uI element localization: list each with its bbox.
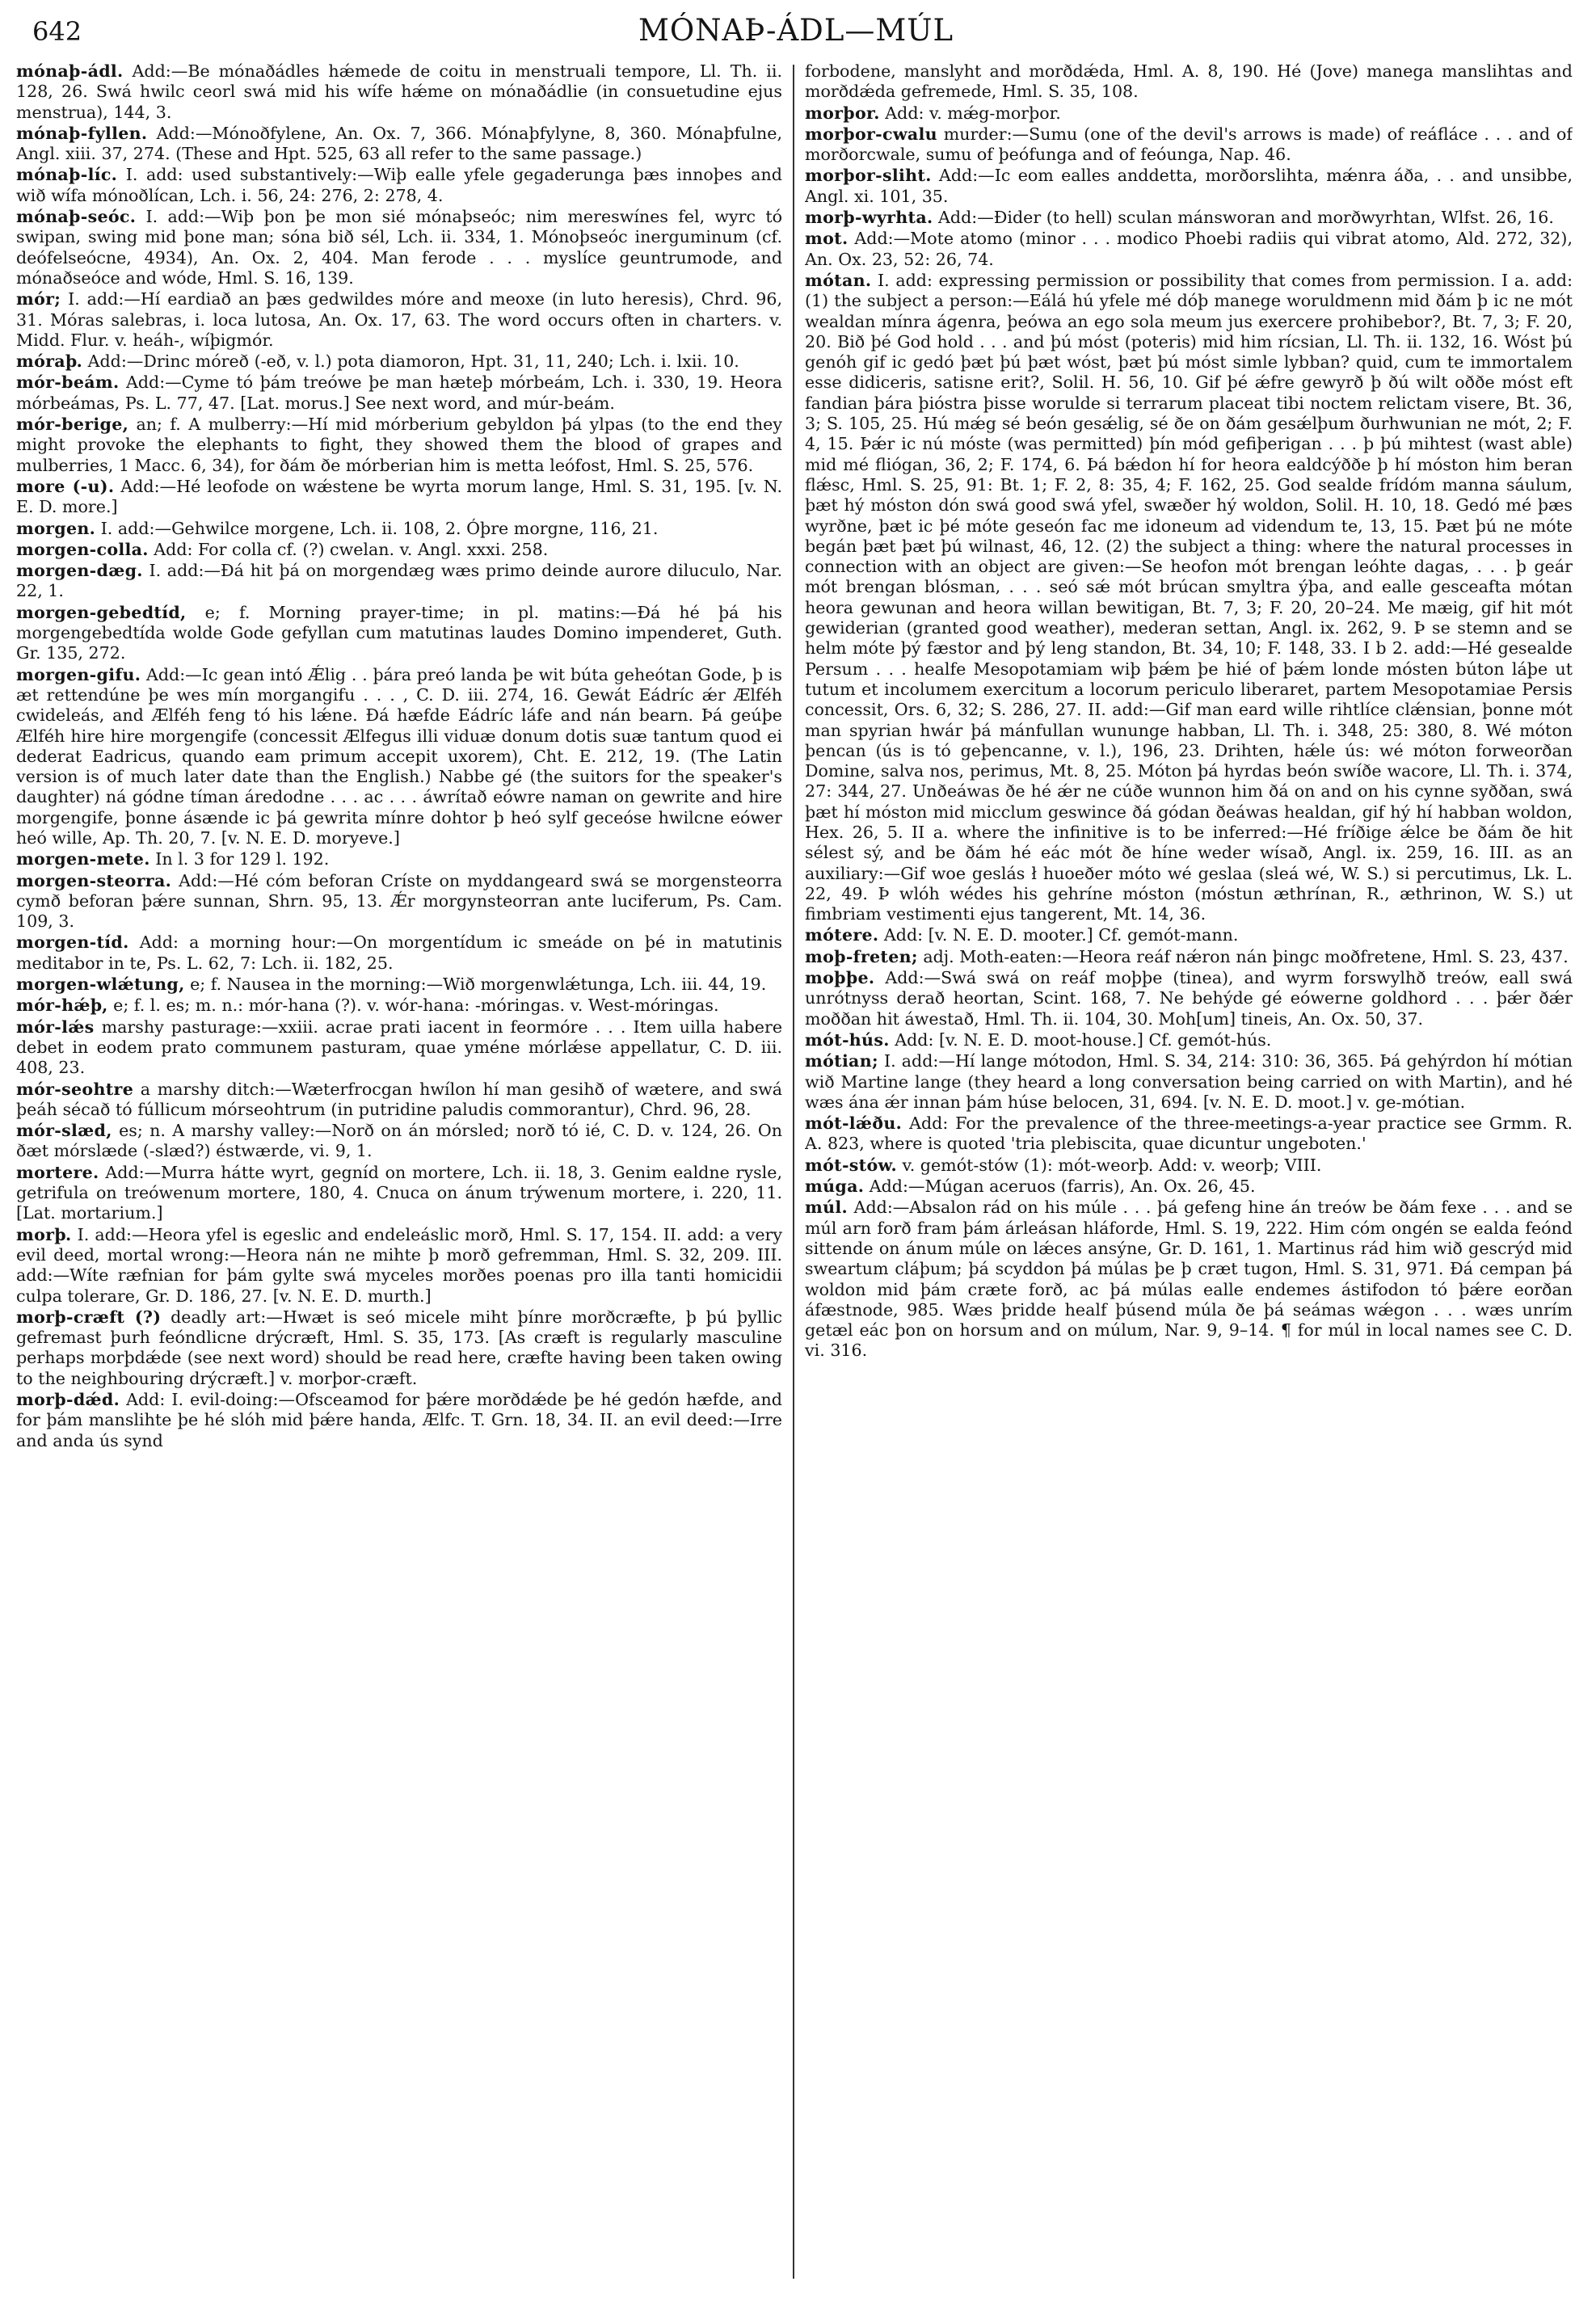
dictionary-entry xyxy=(805,1198,1573,1361)
entry-text: Add: [v. N. E. D. moot-house.] Cf. gemót-hús. xyxy=(895,1029,1272,1050)
entry-headword: mór; xyxy=(16,289,61,309)
entry-text: v. gemót-stów (1): mót-weorþ. Add: v. weorþ; VIII. xyxy=(902,1155,1322,1175)
entry-text: Add:—Ic gean intó Ǽlig . . þára preó landa þe wit búta geheótan Gode, þ is æt rettendúne þe wes mín morgangifu . . . , C. D. iii. 274, 16. Gewát Eádríc ǽr Ælféh cwideleás, and Ælféh feng tó his lǽne. Ðá hæfde Eádríc láfe and nán bearn. Þá geúþe Ælféh hire hire morgengife (concessit Ælfegus illi viduæ donum dotis suæ tantum quod ei dederat Eadricus, quando eam primum accepit uxorem), Cht. E. 212, 19. (The Latin version is of much later date than the English.) Nabbe gé (the suitors for the speaker's daughter) ná gódne tíman áredodne . . . ac . . . áwrítað eówre naman on gewrite and hire morgengife, þonne ásænde ic þá gewrita mínre dohtor þ heó sylf geceóse hwilcne eówer heó wille, Ap. Th. 20, 7. [v. N. E. D. moryeve.] xyxy=(16,664,782,848)
entry-text: I. add:—Hí eardiað an þæs gedwildes móre and meoxe (in luto heresis), Chrd. 96, 31. Móras salebras, i. loca lutosa, An. Ox. 17, 63. The word occurs often in charters. v. Midd. Flur. v. heáh-, wíþigmór. xyxy=(16,289,782,350)
entry-headword: morgen. xyxy=(16,518,96,538)
entry-headword: mót-lǽðu. xyxy=(805,1113,903,1134)
dictionary-entry xyxy=(805,229,1573,270)
entry-text: Add:—Múgan aceruos (farris), An. Ox. 26, 45. xyxy=(869,1177,1256,1197)
entry-headword: morgen-steorra. xyxy=(16,870,172,890)
entry-headword: morþor. xyxy=(805,103,880,123)
dictionary-entry xyxy=(16,561,782,602)
dictionary-entry xyxy=(16,665,782,849)
entry-headword: mot. xyxy=(805,229,849,249)
entry-text: Add: For the prevalence of the three-meetings-a-year practice see Grmm. R. A. 823, where is quoted 'tria plebiscita, quae dicuntur ungeboten.' xyxy=(805,1113,1573,1154)
entry-text: deadly art:—Hwæt is seó micele miht þínre morðcræfte, þ þú þyllic gefremast þurh feóndlicne drýcræft, Hml. S. 35, 173. [As cræft is regularly masculine perhaps morþdǽde (see next word) should be read here, cræfte having been taken owing to the neighbouring drýcræft.] v. morþor-cræft. xyxy=(16,1307,782,1388)
dictionary-entry xyxy=(805,61,1573,103)
entry-text: Add:—Be mónaðádles hǽmede de coitu in menstruali tempore, Ll. Th. ii. 128, 26. Swá hwilc ceorl swá mid his wífe hǽme on mónaðádlie (in consuetudine ejus menstrua), 144, 3. xyxy=(16,61,782,122)
dictionary-entry xyxy=(16,1121,782,1162)
entry-text: I. add:—Heora yfel is egeslic and endeleáslic morð, Hml. S. 17, 154. II. add: a very evil deed, mortal wrong:—Heora nán ne mihte þ morð gefremman, Hml. S. 32, 209. III. add:—Wíte ræfnian for þám gylte swá myceles morðes poenas pro illa tanti homicidii culpa tolerare, Gr. D. 186, 27. [v. N. E. D. murth.] xyxy=(16,1224,782,1306)
entry-headword: morgen-tíd. xyxy=(16,932,129,953)
entry-headword: mót-stów. xyxy=(805,1155,897,1175)
dictionary-entry xyxy=(16,932,782,974)
column-divider xyxy=(793,65,794,2279)
dictionary-entry xyxy=(16,477,782,518)
entry-text: Add:—Mónoðfylene, An. Ox. 7, 366. Mónaþfylyne, 8, 360. Mónaþfulne, Angl. xiii. 37, 274. (These and Hpt. 525, 63 all refer to the same passage.) xyxy=(16,123,782,164)
entry-headword: morgen-mete. xyxy=(16,849,150,869)
entry-text: murder:—Sumu (one of the devil's arrows is made) of reáfláce . . . and of morðorcwale, sumu of þeófunga and of feóunga, Nap. 46. xyxy=(805,124,1573,165)
entry-text: Add: [v. N. E. D. mooter.] Cf. gemót-mann. xyxy=(883,925,1239,945)
entry-text: forbodene, manslyht and morðdǽda, Hml. A. 8, 190. Hé (Jove) manega manslihtas and morðdǽda gefremede, Hml. S. 35, 108. xyxy=(805,61,1573,102)
entry-text: e; f. Nausea in the morning:—Wið morgenwlǽtunga, Lch. iii. 44, 19. xyxy=(190,974,767,995)
dictionary-entry xyxy=(16,1225,782,1307)
dictionary-entry xyxy=(16,1017,782,1079)
dictionary-entry xyxy=(805,968,1573,1029)
dictionary-entry xyxy=(805,1051,1573,1113)
entry-text: In l. 3 for 129 l. 192. xyxy=(155,849,330,869)
entry-text: I. add: used substantively:—Wiþ ealle yfele gegaderunga þæs innoþes and wið wífa mónoðlícan, Lch. i. 56, 24: 276, 2: 278, 4. xyxy=(16,165,782,205)
dictionary-entry xyxy=(16,996,782,1016)
entry-headword: morgen-colla. xyxy=(16,539,149,559)
dictionary-entry xyxy=(805,1156,1573,1176)
entry-headword: mór-berige, xyxy=(16,415,129,435)
entry-text: I. add:—Hí lange mótodon, Hml. S. 34, 214: 310: 36, 365. Þá gehýrdon hí mótian wið Martine lange (they heard a long conversation being carried on with Martin), and hé wæs ána ǽr innan þám húse belocen, 31, 694. [v. N. E. D. moot.] v. ge-mótian. xyxy=(805,1051,1573,1112)
entry-headword: mónaþ-seóc. xyxy=(16,207,137,227)
dictionary-entry xyxy=(16,165,782,206)
running-title: MÓNAÞ-ÁDL—MÚL xyxy=(638,13,954,48)
entry-headword: mór-slæd, xyxy=(16,1121,112,1141)
dictionary-entry xyxy=(16,351,782,372)
entry-headword: mór-lǽs xyxy=(16,1017,95,1037)
entry-headword: múga. xyxy=(805,1177,865,1197)
entry-headword: mortere. xyxy=(16,1162,99,1182)
page-number: 642 xyxy=(32,16,82,47)
entry-text: I. add: expressing permission or possibility that comes from permission. I a. add: (1) the subject a person:—Eálá hú yfele mé dóþ manege woruldmenn mid ðám þ ic ne mót wealdan mínra ágenra, þeówa an ego sola meum jus exercere prohibebor?, Bt. 7, 3; F. 20, 20. Bið þé God hold . . . and þú móst (poteris) mid him rícsian, Ll. Th. ii. 132, 16. Wóst þú genóh gif ic gedó þæt þú þæt wóst, þæt þú móst simle lybban? quid, cum te immortalem esse didiceris, satisne erit?, Solil. H. 56, 10. Gif þé ǽfre gewyrð þ ðú wilt oððe móst eft fandian þára þióstra þisse worulde si terrarum placeat tibi noctem relictam visere, Bt. 36, 3; S. 105, 25. Hú mǽg sé beón gesǽlig, sé ðe on ðám gesǽlþum ðurhwunian ne mót, 2; F. 4, 15. Þǽr ic nú móste (was permitted) þín mód gefiþerigan . . . þ þú mihtest (wast able) mid mé fliógan, 36, 2; F. 174, 6. Þá bǽdon hí for heora ealdcýððe þ hí móston him beran flǽsc, Hml. S. 25, 91: Bt. 1; F. 2, 8: 35, 4; F. 162, 25. God sealde frídóm manna sáulum, þæt hý móston dón swá good swá yfel, swæðer hý woldon, Solil. H. 10, 18. Gedó mé þæs wyrðne, þæt ic þé móte geseón fac me idoneum ad videndum te, 13, 15. Þæt þú ne móte begán þæt þæt þú wilnast, 46, 12. (2) the subject a thing: where the natural processes in connection with an object are given:—Se heofon mót brengan leóhte dagas, . . . þ geár mót brengan blósman, . . . seó sǽ mót brúcan smyltra ýþa, and ealle gesceafta mótan heora gewunan and heora willan bewitigan, Bt. 7, 3; F. 20, 20–24. Me mæig, gif hit mót gewiderian (granted good weather), mederan settan, Angl. ix. 262, 9. Þ se stemn and se helm móte þý fæstor and þý leng standon, Bt. 34, 10; F. 148, 33. I b 2. add:—Hé gesealde Persum . . . healfe Mesopotamiam wiþ þǽm þe hié of þǽm londe mósten búton láþe ut tutum et incolumem exercitum a locorum periculo liberaret, partem Mesopotamiae Persis concessit, Ors. 6, 32; S. 286, 27. II. add:—Gif man eard wille rihtlíce clǽnsian, þonne mót man spyrian hwár þá mánfullan wununge habban, Ll. Th. i. 348, 25: 380, 8. Wé móton þencan (ús is tó geþencanne, v. l.), 196, 23. Drihten, hǽle ús: wé móton forweorðan Domine, salva nos, perimus, Mt. 8, 25. Móton þá hyrdas beón swíðe wacore, Ll. Th. i. 374, 27: 344, 27. Unðeáwas ðe hé ǽr ne cúðe wunnon him ðá on and on his cynne syððan, swá þæt hí móston mid micclum geswince ðá gódan ðeáwas healdan, gif hý hí habban woldon, Hex. 26, 5. II a. where the infinitive is to be inferred:—Hé fríðige ǽlce be ðám ðe hit sélest sý, and be ðám hé eác mót ðe híne weder wísað, Angl. ix. 259, 16. III. as an auxiliary:—Gif woe geslás ł huoeðer móto wé geslaa (sleá wé, W. S.) si percutimus, Lk. L. 22, 49. Þ wlóh wédes his gehríne móston (móstun æthrínan, R., æthrinon, W. S.) ut fimbriam vestimenti ejus tangerent, Mt. 14, 36. xyxy=(805,270,1573,924)
dictionary-entry xyxy=(16,871,782,932)
entry-headword: morþ-cræft (?) xyxy=(16,1307,162,1327)
entry-text: Add:—Drinc móreð (-eð, v. l.) pota diamoron, Hpt. 31, 11, 240; Lch. i. lxii. 10. xyxy=(87,351,739,372)
entry-headword: mónaþ-fyllen. xyxy=(16,123,148,143)
entry-text: marshy pasturage:—xxiii. acrae prati iacent in feormóre . . . Item uilla habere debet in eodem prato communem pasturam, quae yméne mórlǽse appellatur, C. D. iii. 408, 23. xyxy=(16,1017,782,1078)
dictionary-entry xyxy=(805,271,1573,925)
entry-text: I. add:—Ðá hit þá on morgendæg wæs primo deinde aurore diluculo, Nar. 22, 1. xyxy=(16,561,782,601)
dictionary-entry xyxy=(16,603,782,664)
dictionary-entry xyxy=(805,1113,1573,1155)
dictionary-entry xyxy=(805,947,1573,967)
entry-text: Add: a morning hour:—On morgentídum ic smeáde on þé in matutinis meditabor in te, Ps. L. 62, 7: Lch. ii. 182, 25. xyxy=(16,932,782,973)
entry-headword: mónaþ-líc. xyxy=(16,165,118,185)
dictionary-entry xyxy=(16,289,782,351)
entry-text: Add:—Hé cóm beforan Críste on myddangeard swá se morgensteorra cymð beforan þǽre sunnan, Shrn. 95, 13. Ǽr morgynsteorran ante luciferum, Ps. Cam. 109, 3. xyxy=(16,870,782,932)
entry-text: Add: v. mǽg-morþor. xyxy=(885,103,1061,123)
entry-headword: morþ-wyrhta. xyxy=(805,208,933,228)
dictionary-entry xyxy=(16,974,782,995)
dictionary-entry xyxy=(16,124,782,165)
dictionary-entry xyxy=(16,61,782,123)
entry-text: Add:—Absalon rád on his múle . . . þá gefeng hine án treów be ðám fexe . . . and se múl arn forð fram þám árleásan hláforde, Hml. S. 19, 222. Him cóm ongén se ealda feónd sittende on ánum múle on lǽces ansýne, Gr. D. 161, 1. Martinus rád him wið gescrýd mid sweartum cláþum; þá scyddon þá múlas þe þ cræt tugon, Hml. S. 31, 971. Ðá cempan þá woldon mid þám cræte forð, ac þá múlas ealle endemes ástifodon tó þǽre eorðan áfæstnode, 985. Wæs þridde healf þúsend múla ðe þá seámas wǽgon . . . wæs unrím getæl eác þon on horsum and on múlum, Nar. 9, 9–14. ¶ for múl in local names see C. D. vi. 316. xyxy=(805,1198,1573,1361)
entry-headword: morgen-dæg. xyxy=(16,561,143,581)
entry-text: Add:—Ic eom ealles anddetta, morðorslihta, mǽnra áða, . . and unsibbe, Angl. xi. 101, 35. xyxy=(805,166,1573,206)
entry-headword: moþ-freten; xyxy=(805,946,918,966)
dictionary-entry xyxy=(16,1080,782,1121)
dictionary-entry xyxy=(805,1030,1573,1050)
dictionary-entry xyxy=(805,208,1573,228)
entry-headword: móraþ. xyxy=(16,351,83,372)
entry-headword: mónaþ-ádl. xyxy=(16,61,124,81)
entry-headword: mótan. xyxy=(805,270,872,290)
entry-text: Add:—Ðider (to hell) sculan mánsworan and morðwyrhtan, Wlfst. 26, 16. xyxy=(938,208,1554,228)
entry-headword: morþor-cwalu xyxy=(805,124,937,144)
dictionary-entry xyxy=(16,540,782,560)
left-column xyxy=(16,61,782,2300)
entry-text: Add:—Swá swá on reáf moþþe (tinea), and wyrm forswylhð treów, eall swá unrótnyss derað heortan, Scint. 168, 7. Ne behýde gé eówerne goldhord . . . þǽr ðǽr moððan hit áwestað, Hml. Th. ii. 104, 30. Moh[um] tineis, An. Ox. 50, 37. xyxy=(805,968,1573,1029)
dictionary-entry xyxy=(16,1163,782,1224)
entry-text: adj. Moth-eaten:—Heora reáf nǽron nán þingc moðfretene, Hml. S. 23, 437. xyxy=(923,946,1569,966)
entry-headword: morþor-sliht. xyxy=(805,166,932,186)
entry-headword: morþ-dǽd. xyxy=(16,1390,120,1409)
entry-text: Add:—Cyme tó þám treówe þe man hæteþ mórbeám, Lch. i. 330, 19. Heora mórbeámas, Ps. L. 77, 47. [Lat. morus.] See next word, and múr-beám. xyxy=(16,373,782,413)
dictionary-entry xyxy=(16,207,782,288)
page-header xyxy=(32,13,1560,55)
entry-headword: mór-seohtre xyxy=(16,1079,134,1099)
entry-text: Add:—Murra hátte wyrt, gegníd on mortere, Lch. ii. 18, 3. Genim ealdne rysle, getrifula on treówenum mortere, 180, 4. Cnuca on ánum trýwenum mortere, i. 220, 11. [Lat. mortarium.] xyxy=(16,1162,782,1223)
entry-headword: múl. xyxy=(805,1198,848,1218)
entry-headword: morgen-gebedtíd, xyxy=(16,602,187,622)
dictionary-entry xyxy=(805,925,1573,945)
dictionary-entry xyxy=(16,849,782,869)
entry-text: Add:—Hé leofode on wǽstene be wyrta morum lange, Hml. S. 31, 195. [v. N. E. D. more.] xyxy=(16,476,782,517)
entry-headword: morgen-gifu. xyxy=(16,664,141,684)
entry-headword: mór-beám. xyxy=(16,373,120,393)
entry-text: I. add:—Gehwilce morgene, Lch. ii. 108, 2. Óþre morgne, 116, 21. xyxy=(100,518,659,538)
dictionary-entry xyxy=(805,124,1573,166)
dictionary-entry xyxy=(805,1177,1573,1197)
entry-headword: mótian; xyxy=(805,1051,878,1071)
entry-text: es; n. A marshy valley:—Norð on án mórsled; norð tó ié, C. D. v. 124, 26. On ðæt mórslæde (-slæd?) éstwærde, vi. 9, 1. xyxy=(16,1121,782,1161)
entry-text: Add:—Mote atomo (minor . . . modico Phoebi radiis qui vibrat atomo, Ald. 272, 32), An. Ox. 23, 52: 26, 74. xyxy=(805,229,1573,269)
dictionary-entry xyxy=(805,103,1573,124)
dictionary-entry xyxy=(805,166,1573,207)
entry-text: I. add:—Wiþ þon þe mon sié mónaþseóc; nim mereswínes fel, wyrc tó swipan, swing mid þone man; sóna bið sél, Lch. ii. 334, 1. Mónoþseóc inerguminum (cf. deófelseócne, 4934), An. Ox. 2, 404. Man ferode . . . myslíce geuntrumode, and mónaðseóce and wóde, Hml. S. 16, 139. xyxy=(16,207,782,288)
entry-headword: mót-hús. xyxy=(805,1029,890,1050)
dictionary-entry xyxy=(16,415,782,476)
entry-headword: mór-hǽþ, xyxy=(16,996,108,1016)
entry-headword: mótere. xyxy=(805,925,879,945)
dictionary-entry xyxy=(16,373,782,414)
dictionary-entry xyxy=(16,1390,782,1451)
entry-text: e; f. l. es; m. n.: mór-hana (?). v. wór-hana: -móringas. v. West-móringas. xyxy=(113,996,719,1016)
dictionary-entry xyxy=(16,1307,782,1389)
entry-headword: more (-u). xyxy=(16,476,115,496)
entry-text: Add: I. evil-doing:—Ofsceamod for þǽre morðdǽde þe hé gedón hæfde, and for þám manslihte þe hé slóh mid þǽre handa, Ælfc. T. Grn. 18, 34. II. an evil deed:—Irre and anda ús synd xyxy=(16,1390,782,1450)
entry-headword: morþ. xyxy=(16,1224,72,1244)
entry-headword: moþþe. xyxy=(805,968,875,988)
entry-text: Add: For colla cf. (?) cwelan. v. Angl. xxxi. 258. xyxy=(154,539,549,559)
right-column xyxy=(805,61,1573,2300)
entry-text: a marshy ditch:—Wæterfrocgan hwílon hí man gesihð of wætere, and swá þeáh sécað tó fúllicum mórseohtrum (in putridine paludis commorantur), Chrd. 96, 28. xyxy=(16,1079,782,1119)
entry-headword: morgen-wlǽtung, xyxy=(16,974,185,995)
entry-text: an; f. A mulberry:—Hí mid mórberium gebyldon þá ylpas (to the end they might provoke the elephants to fight, they showed them the blood of grapes and mulberries, 1 Macc. 6, 34), for ðám ðe mórberian him is metta leófost, Hml. S. 25, 576. xyxy=(16,415,782,475)
entry-text: e; f. Morning prayer-time; in pl. matins:—Ðá hé þá his morgengebedtída wolde Gode gefyllan cum matutinas laudes Domino impenderet, Guth. Gr. 135, 272. xyxy=(16,602,782,663)
dictionary-entry xyxy=(16,519,782,539)
